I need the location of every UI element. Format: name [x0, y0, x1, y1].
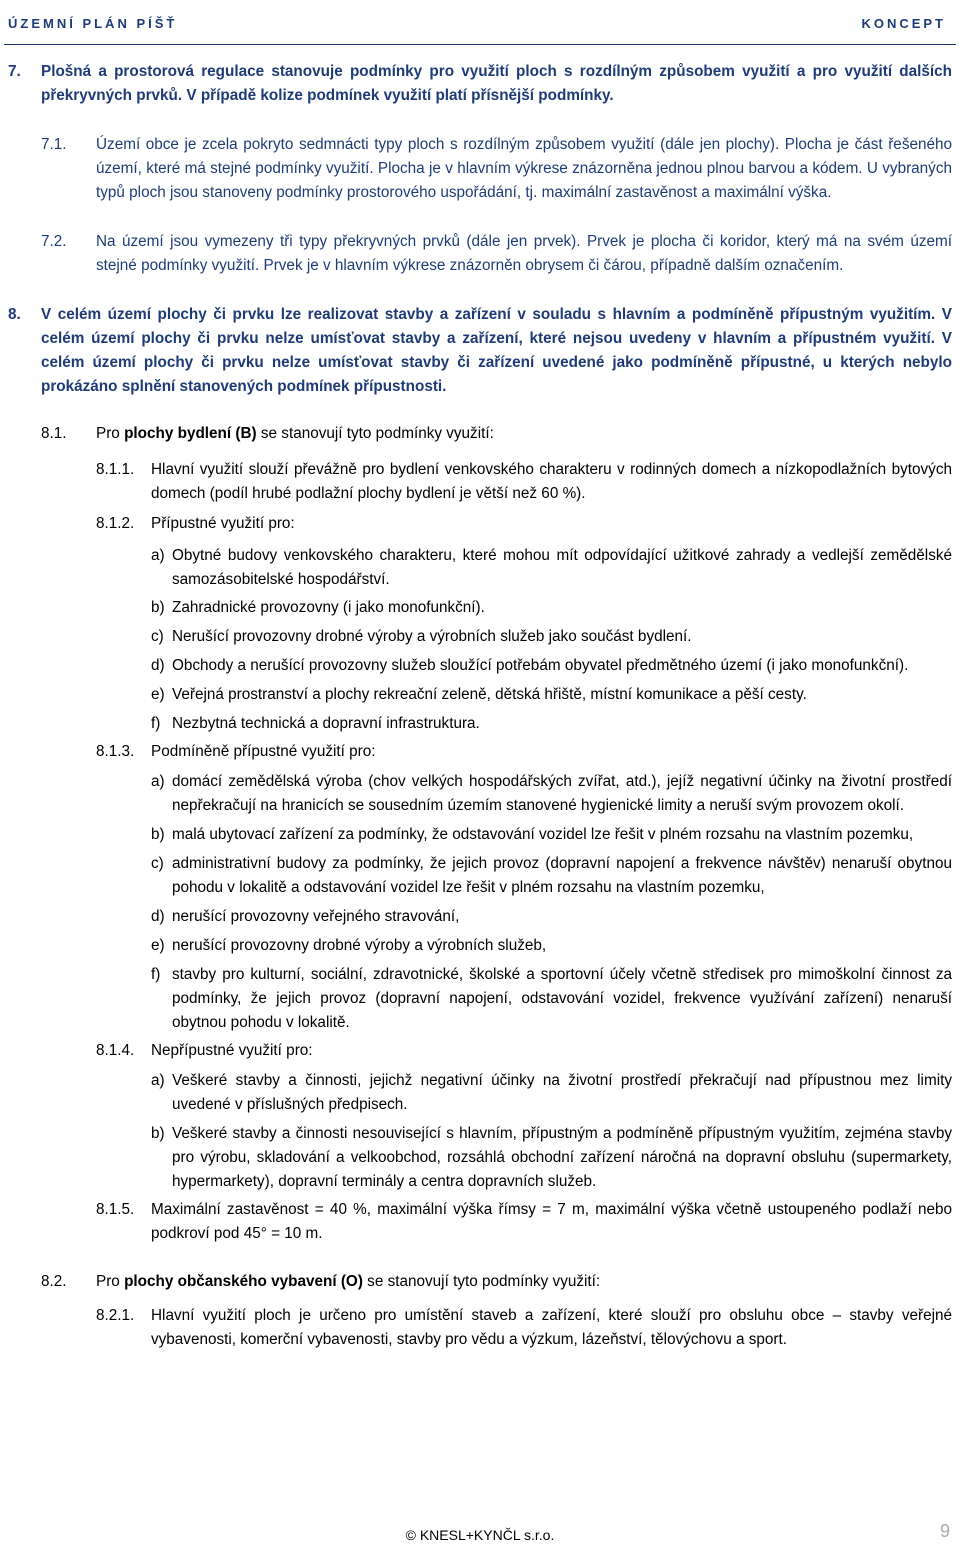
section-number: 7. [8, 63, 21, 80]
list-item: f) stavby pro kulturní, sociální, zdravotnické, školské a sportovní účely včetně středisek pro mimoškolní činnost za podmínky, že jejich provoz (dopravní napojení, odstavování vozidel, frekvence využívání zařízení) nenaruší obytnou pohodu v lokalitě. [151, 966, 952, 1031]
document-body [0, 56, 960, 1352]
section-8-1-3 [0, 740, 960, 764]
section-number: 8.1.4. [96, 1042, 135, 1059]
section-7-2 [0, 230, 960, 278]
section-text: Maximální zastavěnost = 40 %, maximální výška římsy = 7 m, maximální výška včetně ustoupeného podlaží nebo podkroví pod 45° = 10 m. [151, 1201, 952, 1242]
list-item: b) malá ubytovací zařízení za podmínky, že odstavování vozidel lze řešit v plném rozsahu na vlastním pozemku, [151, 826, 914, 843]
footer-copyright: © KNESL+KYNČL s.r.o. [405, 1527, 555, 1543]
list-item: a) Obytné budovy venkovského charakteru, které mohou mít odpovídající užitkové zahrady a vedlejší zemědělské samozásobitelské hospodářství. [151, 547, 952, 588]
list-item: b) Veškeré stavby a činnosti nesouvisející s hlavním, přípustným a podmíněně přípustným využitím, zejména stavby pro výrobu, skladování a velkoobchod, rozsáhlá obchodní zařízení náročná na dopravní obsluhu (supermarkety, hypermarkety), dopravní terminály a centra dopravních služeb. [151, 1125, 952, 1190]
section-8-2-1 [0, 1304, 960, 1352]
section-text: Nepřípustné využití pro: [151, 1042, 313, 1059]
section-8-1-5 [0, 1198, 960, 1246]
section-number: 8.1.5. [96, 1201, 135, 1218]
section-text: V celém území plochy či prvku lze realizovat stavby a zařízení v souladu s hlavním a podmíněně přípustným využitím. V celém území plochy či prvku nelze umísťovat stavby a zařízení, které nejsou uvedeny v hlavním a přípustném využití. V celém území plochy či prvku nelze umísťovat stavby či zařízení uvedené jako podmíněně přípustné, u kterých nebylo prokázáno splnění stanovených podmínek přípustnosti. [41, 306, 952, 395]
section-number: 8.1. [41, 425, 67, 442]
section-text: Hlavní využití slouží převážně pro bydlení venkovského charakteru v rodinných domech a nízkopodlažních bytových domech (podíl hrubé podlažní plochy bydlení je větší než 60 %). [151, 461, 952, 502]
list-item: d) Obchody a nerušící provozovny služeb sloužící potřebám obyvatel předmětného území (i jako monofunkční). [151, 657, 909, 674]
document-status: KONCEPT [861, 16, 946, 31]
section-8-1-4 [0, 1039, 960, 1063]
list-item: d) nerušící provozovny veřejného stravování, [151, 908, 460, 925]
section-7-1 [0, 133, 960, 205]
list-item: e) Veřejná prostranství a plochy rekreační zeleně, dětská hřiště, místní komunikace a pěší cesty. [151, 686, 807, 703]
page-number: 9 [939, 1521, 950, 1541]
section-text: Podmíněně přípustné využití pro: [151, 743, 376, 760]
section-number: 7.2. [41, 233, 67, 250]
list-item: f) Nezbytná technická a dopravní infrastruktura. [151, 715, 480, 732]
section-number: 8.1.1. [96, 461, 135, 478]
section-text: Přípustné využití pro: [151, 515, 295, 532]
section-number: 7.1. [41, 136, 67, 153]
list-item: b) Zahradnické provozovny (i jako monofunkční). [151, 599, 485, 616]
section-number: 8.1.3. [96, 743, 135, 760]
section-text: Plošná a prostorová regulace stanovuje podmínky pro využití ploch s rozdílným způsobem využití a pro využití dalších překryvných prvků. V případě kolize podmínek využití platí přísnější podmínky. [41, 63, 952, 104]
section-8 [0, 303, 960, 399]
section-text: Na území jsou vymezeny tři typy překryvných prvků (dále jen prvek). Prvek je plocha či koridor, který má na svém území stejné podmínky využití. Prvek je v hlavním výkrese znázorněn obrysem či čárou, případně dalším označením. [96, 233, 952, 274]
section-8-1-2 [0, 512, 960, 536]
list-item: e) nerušící provozovny drobné výroby a výrobních služeb, [151, 937, 547, 954]
section-text: Pro plochy bydlení (B) se stanovují tyto podmínky využití: [96, 425, 494, 442]
section-number: 8.2. [41, 1273, 67, 1290]
document-title: ÚZEMNÍ PLÁN PÍŠŤ [8, 16, 178, 31]
list-item: c) Nerušící provozovny drobné výroby a výrobních služeb jako součást bydlení. [151, 628, 692, 645]
page-header [0, 0, 960, 48]
list-item: a) Veškeré stavby a činnosti, jejichž negativní účinky na životní prostředí překračují nad přípustnou mez limity uvedené v příslušných předpisech. [151, 1072, 952, 1113]
section-8-2 [0, 1270, 960, 1294]
land-use-type: plochy občanského vybavení (O) [124, 1273, 363, 1290]
list-item: a) domácí zemědělská výroba (chov velkých hospodářských zvířat, atd.), jejíž negativní účinky na životní prostředí nepřekračují na hranicích se sousedním územím stanovené hygienické limity a neruší svým provozem okolí. [151, 773, 952, 814]
section-text: Pro plochy občanského vybavení (O) se stanovují tyto podmínky využití: [96, 1273, 601, 1290]
section-number: 8.1.2. [96, 515, 135, 532]
land-use-type: plochy bydlení (B) [124, 425, 257, 442]
section-text: Území obce je zcela pokryto sedmnácti typy ploch s rozdílným způsobem využití (dále jen plochy). Plocha je část řešeného území, které má stejné podmínky využití. Plocha je v hlavním výkrese znázorněna jednou plnou barvou a kódem. U vybraných typů ploch jsou stanoveny podmínky prostorového uspořádání, tj. maximální zastavěnost a maximální výška. [96, 136, 952, 201]
list-item: c) administrativní budovy za podmínky, že jejich provoz (dopravní napojení a frekvence návštěv) nenaruší obytnou pohodu v lokalitě a odstavování vozidel lze řešit v plném rozsahu na vlastním pozemku, [151, 855, 952, 896]
section-number: 8.2.1. [96, 1307, 135, 1324]
section-text: Hlavní využití ploch je určeno pro umístění staveb a zařízení, které slouží pro obsluhu obce – stavby veřejné vybavenosti, komerční vybavenosti, stavby pro vědu a výzkum, lázeňství, tělovýchovu a sport. [151, 1307, 952, 1348]
section-7 [0, 60, 960, 108]
section-8-1 [0, 422, 960, 446]
section-number: 8. [8, 306, 21, 323]
section-8-1-1 [0, 458, 960, 506]
header-divider [4, 44, 956, 45]
